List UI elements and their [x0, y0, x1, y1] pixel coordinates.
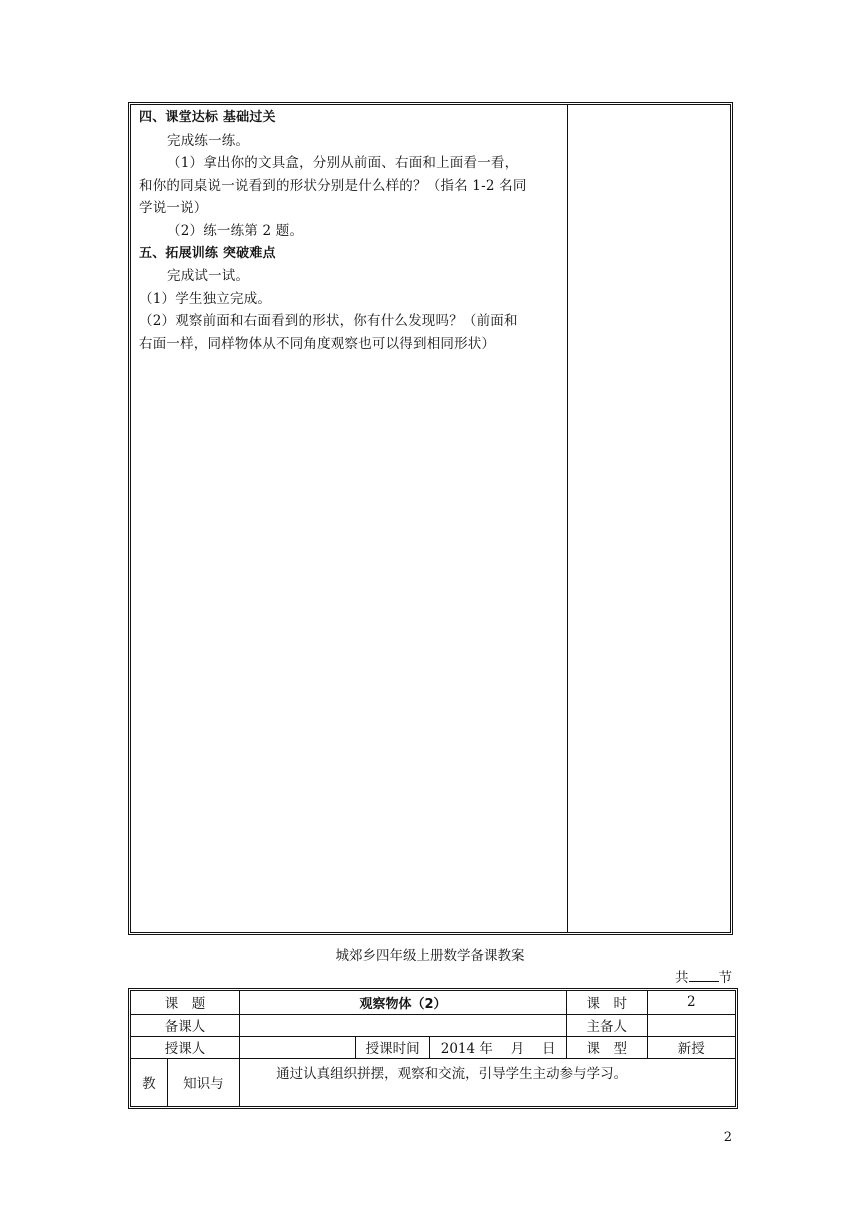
- content-line: 学说一说）: [139, 200, 208, 217]
- section-heading-classroom-check: 四、课堂达标 基础过关: [139, 110, 276, 125]
- preparer-value: [240, 1014, 567, 1036]
- preparer-label: 备课人: [131, 1014, 240, 1036]
- content-line: （1）学生独立完成。: [139, 290, 272, 307]
- teacher-label: 授课人: [131, 1036, 240, 1058]
- lesson-count: [675, 966, 732, 986]
- goal-text: 通过认真组织拼摆，观察和交流，引导学生主动参与学习。: [240, 1058, 735, 1106]
- lesson-count-blank: [689, 969, 719, 982]
- page-number: 2: [723, 1130, 732, 1145]
- time-value: 2014 年 月 日: [430, 1036, 567, 1058]
- content-line: （1）拿出你的文具盒，分别从前面、右面和上面看一看，: [167, 155, 519, 172]
- content-line: 完成练一练。: [167, 132, 250, 149]
- lesson-content-table: [128, 102, 733, 935]
- lead-preparer-value: [647, 1014, 735, 1036]
- content-line: （2）练一练第 2 题。: [167, 222, 304, 239]
- document-title: 城郊乡四年级上册数学备课教案: [335, 948, 525, 964]
- lead-preparer-label: 主备人: [566, 1014, 647, 1036]
- teaching-goal-label: 教: [131, 1058, 167, 1106]
- section-heading-extension: 五、拓展训练 突破难点: [139, 245, 276, 261]
- hours-label: 课 时: [566, 991, 647, 1014]
- notes-cell: [568, 105, 730, 932]
- lesson-count-suffix: 节: [718, 970, 732, 986]
- lesson-content-cell: [131, 105, 568, 932]
- hours-value: 2: [647, 991, 735, 1014]
- teacher-value: [240, 1036, 356, 1058]
- time-label: 授课时间: [355, 1036, 429, 1058]
- type-value: 新授: [647, 1036, 735, 1058]
- lesson-count-prefix: 共: [675, 970, 689, 986]
- content-line: （2）观察前面和右面看到的形状，你有什么发现吗？（前面和: [139, 313, 518, 330]
- knowledge-label: 知识与: [167, 1058, 239, 1106]
- content-line: 右面一样，同样物体从不同角度观察也可以得到相同形状）: [139, 335, 496, 352]
- subject-value: 观察物体（2）: [240, 991, 567, 1014]
- subject-label: 课 题: [131, 991, 240, 1014]
- lesson-info-table: [128, 988, 738, 1109]
- type-label: 课 型: [566, 1036, 647, 1058]
- content-line: 完成试一试。: [167, 268, 250, 285]
- content-line: 和你的同桌说一说看到的形状分别是什么样的？（指名 1-2 名同: [139, 177, 527, 194]
